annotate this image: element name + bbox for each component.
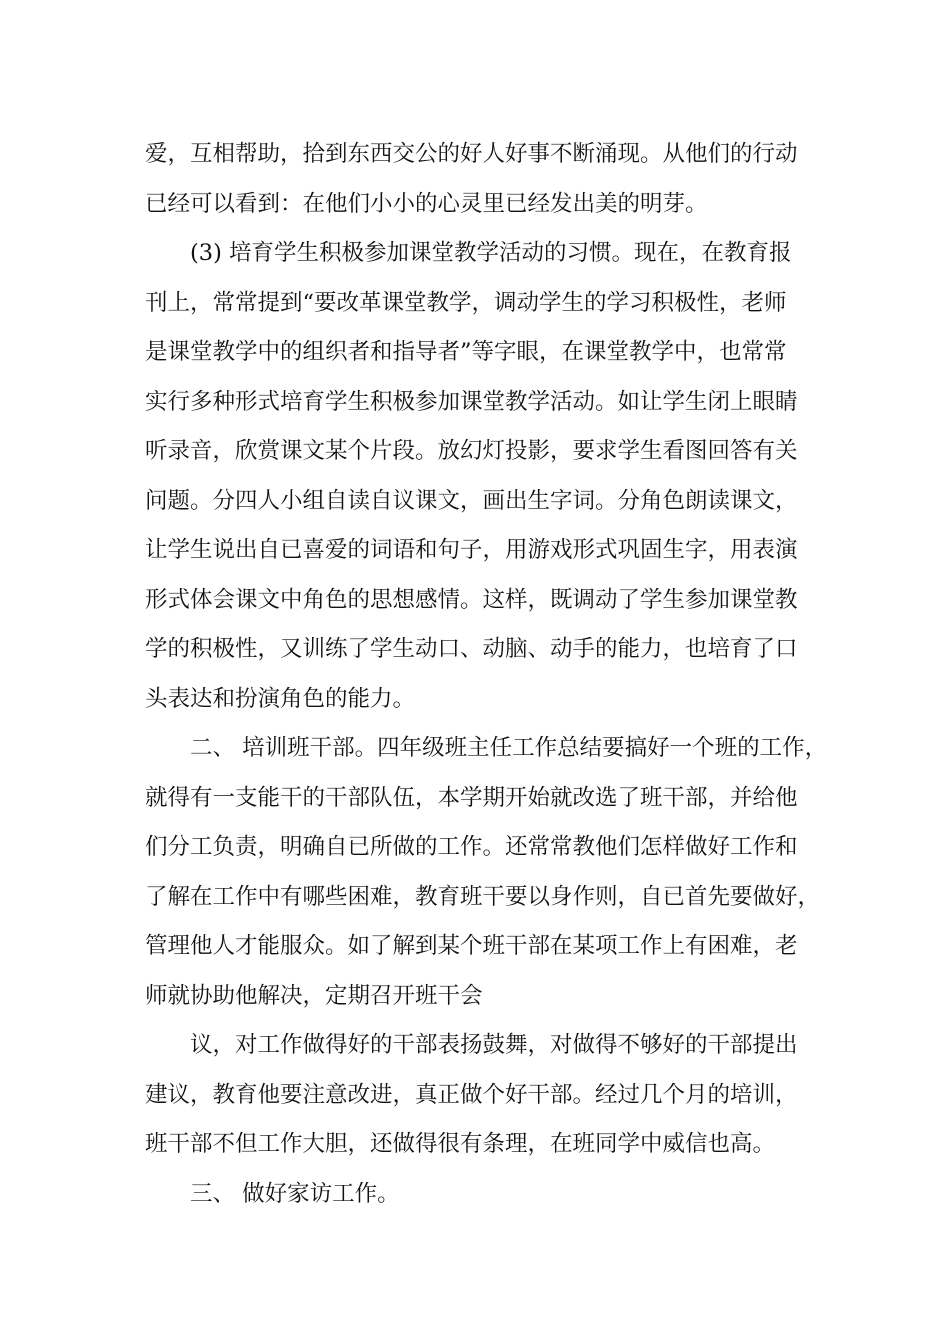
text-line: (3) 培育学生积极参加课堂教学活动的习惯。现在，在教育报 xyxy=(190,240,792,266)
text-line: 了解在工作中有哪些困难，教育班干要以身作则，自已首先要做好， xyxy=(145,883,821,910)
paragraph-classroom-habits xyxy=(145,229,825,724)
paragraph-class-cadre-training xyxy=(145,724,828,1021)
text-line: 班干部不但工作大胆，还做得很有条理，在班同学中威信也高。 xyxy=(145,1131,776,1157)
paragraph-meeting-feedback xyxy=(145,1021,825,1170)
text-line: 学的积极性，又训练了学生动口、动脑、动手的能力，也培育了口 xyxy=(145,636,798,662)
text-line: 形式体会课文中角色的思想感情。这样，既调动了学生参加课堂教 xyxy=(145,586,798,613)
text-line: 刊上，常常提到“要改革课堂教学，调动学生的学习积极性，老师 xyxy=(145,289,787,316)
text-line: 师就协助他解决，定期召开班干会 xyxy=(145,982,483,1009)
text-line: 问题。分四人小组自读自议课文，画出生字词。分角色朗读课文， xyxy=(145,487,798,514)
text-line: 三、 做好家访工作。 xyxy=(190,1180,400,1207)
text-line: 头表达和扮演角色的能力。 xyxy=(145,685,416,712)
text-line: 是课堂教学中的组织者和指导者”等字眼，在课堂教学中，也常常 xyxy=(145,339,787,365)
text-line: 就得有一支能干的干部队伍，本学期开始就改选了班干部，并给他 xyxy=(145,784,798,811)
text-line: 管理他人才能服众。如了解到某个班干部在某项工作上有困难，老 xyxy=(145,933,798,959)
paragraph-home-visits-heading xyxy=(145,1170,825,1220)
text-line: 听录音，欣赏课文某个片段。放幻灯投影，要求学生看图回答有关 xyxy=(145,438,798,464)
text-line: 议，对工作做得好的干部表扬鼓舞，对做得不够好的干部提出 xyxy=(190,1032,798,1058)
paragraph-continuation xyxy=(145,130,825,229)
text-line: 实行多种形式培育学生积极参加课堂教学活动。如让学生闭上眼睛 xyxy=(145,388,798,415)
text-line: 已经可以看到：在他们小小的心灵里已经发出美的明芽。 xyxy=(145,190,708,217)
text-line: 们分工负责，明确自已所做的工作。还常常教他们怎样做好工作和 xyxy=(145,834,798,860)
text-line: 二、 培训班干部。四年级班主任工作总结要搞好一个班的工作， xyxy=(190,735,828,761)
text-line: 让学生说出自已喜爱的词语和句子，用游戏形式巩固生字，用表演 xyxy=(145,537,798,563)
document-body xyxy=(145,130,828,1219)
text-line: 爱，互相帮助，拾到东西交公的好人好事不断涌现。从他们的行动 xyxy=(145,141,798,167)
text-line: 建议，教育他要注意改进，真正做个好干部。经过几个月的培训， xyxy=(145,1081,798,1108)
